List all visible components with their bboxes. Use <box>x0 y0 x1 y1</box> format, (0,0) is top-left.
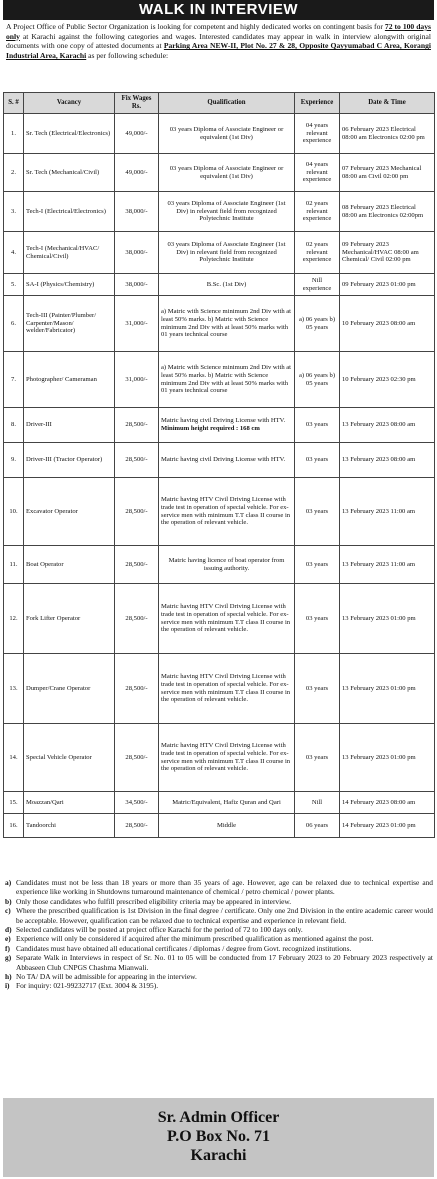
cell-wages: 34,500/- <box>115 792 159 814</box>
table-row <box>4 478 435 546</box>
cell-qualification: a) Matric with Science minimum 2nd Div with at least 50% marks. b) Matric with Science minimum 2nd Div with at least 50% marks with 01 years technical course <box>159 296 295 352</box>
table-row <box>4 443 435 478</box>
note-marker: e) <box>5 934 11 944</box>
cell-sn: 7. <box>4 352 24 408</box>
cell-vacancy: Tandoorchi <box>24 814 115 838</box>
cell-experience: 04 years relevant experience <box>295 114 340 154</box>
notes-list <box>5 878 433 991</box>
cell-wages: 38,000/- <box>115 232 159 274</box>
note-marker: d) <box>5 925 12 935</box>
cell-sn: 8. <box>4 408 24 443</box>
cell-experience: 03 years <box>295 724 340 792</box>
table-row <box>4 154 435 192</box>
cell-vacancy: Tech-I (Electrical/Electronics) <box>24 192 115 232</box>
cell-datetime: 10 February 2023 08:00 am <box>340 296 435 352</box>
table-row <box>4 296 435 352</box>
cell-wages: 28,500/- <box>115 584 159 654</box>
cell-vacancy: Sr. Tech (Mechanical/Civil) <box>24 154 115 192</box>
table-row <box>4 814 435 838</box>
note-text: Candidates must not be less than 18 years or more than 35 years of age. However, age can be relaxed due to technical expertise and experience like working in Shutdowns turnaround maintenance of chemical / petro chemical / power plants. <box>16 878 433 897</box>
cell-experience: 04 years relevant experience <box>295 154 340 192</box>
cell-wages: 31,000/- <box>115 352 159 408</box>
cell-datetime: 13 February 2023 01:00 pm <box>340 654 435 724</box>
cell-vacancy: Photographer/ Cameraman <box>24 352 115 408</box>
header-datetime: Date & Time <box>340 93 435 114</box>
cell-qualification: Matric having HTV Civil Driving License with trade test in operation of special vehicle. For ex-service men with minimum T.T class II course in the operation of relevant vehicle. <box>159 654 295 724</box>
cell-wages: 28,500/- <box>115 443 159 478</box>
intro-text-2: at Karachi against the following categories and wages. Interested candidates may appear in walk in interview alongwith original documents with one copy of attested documents at <box>6 31 431 51</box>
table-row <box>4 546 435 584</box>
cell-qualification: 03 years Diploma of Associate Engineer (1st Div) in relevant field from recognized Polytechnic Institute <box>159 232 295 274</box>
cell-sn: 6. <box>4 296 24 352</box>
table-row <box>4 584 435 654</box>
cell-vacancy: Fork Lifter Operator <box>24 584 115 654</box>
table-row <box>4 232 435 274</box>
footer-city: Karachi <box>190 1147 247 1164</box>
cell-qualification: B.Sc. (1st Div) <box>159 274 295 296</box>
note-text: Experience will only be considered if acquired after the minimum prescribed qualification as mentioned against the post. <box>16 934 374 944</box>
cell-datetime: 08 February 2023 Electrical 08:00 am Electronics 02:00pm <box>340 192 435 232</box>
cell-qualification <box>159 408 295 443</box>
note-item <box>5 934 433 943</box>
note-item <box>5 953 433 972</box>
cell-vacancy: Driver-III (Tractor Operator) <box>24 443 115 478</box>
cell-experience: 03 years <box>295 654 340 724</box>
cell-experience: 03 years <box>295 478 340 546</box>
cell-experience: Nill experience <box>295 274 340 296</box>
cell-wages: 49,000/- <box>115 114 159 154</box>
note-marker: b) <box>5 896 12 906</box>
header-qualification: Qualification <box>159 93 295 114</box>
note-item <box>5 878 433 897</box>
cell-wages: 28,500/- <box>115 408 159 443</box>
note-marker: f) <box>5 943 10 953</box>
cell-sn: 14. <box>4 724 24 792</box>
signature-block <box>3 1098 434 1177</box>
cell-qualification: 03 years Diploma of Associate Engineer or equivalent (1st Div) <box>159 154 295 192</box>
cell-sn: 4. <box>4 232 24 274</box>
cell-wages: 49,000/- <box>115 154 159 192</box>
cell-qualification: Middle <box>159 814 295 838</box>
note-item <box>5 972 433 981</box>
cell-experience: 06 years <box>295 814 340 838</box>
cell-sn: 9. <box>4 443 24 478</box>
cell-datetime: 13 February 2023 11:00 am <box>340 546 435 584</box>
footer-designation: Sr. Admin Officer <box>157 1109 280 1126</box>
note-text: Candidates must have obtained all educational certificates / diplomas / degree from Govt. recognized institutions. <box>16 943 352 953</box>
table-row <box>4 274 435 296</box>
page-title: WALK IN INTERVIEW <box>3 0 434 20</box>
note-marker: a) <box>5 878 12 887</box>
cell-vacancy: Tech-III (Painter/Plumber/ Carpenter/Mason/ welder/Fabricator) <box>24 296 115 352</box>
cell-qualification: a) Matric with Science minimum 2nd Div with at least 50% marks. b) Matric with Science minimum 2nd Div with at least 50% marks with 01 years technical course <box>159 352 295 408</box>
table-row <box>4 654 435 724</box>
cell-vacancy: Tech-I (Mechanical/HVAC/ Chemical/Civil) <box>24 232 115 274</box>
note-text: Where the prescribed qualification is 1st Division in the final degree / certificate. Only one 2nd Division in the entire academic career would be acceptable. However, qualification can be relaxed due to technical expertise and experience in relevant field. <box>16 906 433 925</box>
note-text: Only those candidates who fulfill prescribed eligibility criteria may be appeared in interview. <box>16 896 292 906</box>
cell-wages: 28,500/- <box>115 814 159 838</box>
note-text: No TA/ DA will be admissible for appearing in the interview. <box>16 972 197 982</box>
cell-sn: 15. <box>4 792 24 814</box>
table-row <box>4 792 435 814</box>
cell-datetime: 14 February 2023 08:00 am <box>340 792 435 814</box>
note-marker: g) <box>5 953 12 963</box>
cell-qualification: 03 years Diploma of Associate Engineer (1st Div) in relevant field from recognized Polytechnic Institute <box>159 192 295 232</box>
note-item <box>5 944 433 953</box>
table-row <box>4 408 435 443</box>
cell-wages: 28,500/- <box>115 724 159 792</box>
cell-qualification: Matric having HTV Civil Driving License with trade test in operation of special vehicle. For ex-service men with minimum T.T class II course in the operation of relevant vehicle. <box>159 584 295 654</box>
intro-text-1: A Project Office of Public Sector Organization is looking for competent and highly dedicated works on contingent basis for <box>6 22 385 31</box>
note-item <box>5 897 433 906</box>
cell-datetime: 13 February 2023 11:00 am <box>340 478 435 546</box>
table-header-row <box>4 93 435 114</box>
cell-experience: a) 06 years b) 05 years <box>295 352 340 408</box>
cell-sn: 5. <box>4 274 24 296</box>
cell-datetime: 09 February 2023 Mechanical/HVAC 08:00 am Chemical/ Civil 02:00 pm <box>340 232 435 274</box>
cell-sn: 10. <box>4 478 24 546</box>
header-vacancy: Vacancy <box>24 93 115 114</box>
cell-datetime: 06 February 2023 Electrical 08:00 am Electronics 02:00 pm <box>340 114 435 154</box>
cell-experience: a) 06 years b) 05 years <box>295 296 340 352</box>
cell-sn: 11. <box>4 546 24 584</box>
vacancy-table <box>3 92 435 838</box>
cell-experience: Nill <box>295 792 340 814</box>
cell-sn: 2. <box>4 154 24 192</box>
cell-vacancy: Excavator Operator <box>24 478 115 546</box>
cell-vacancy: Special Vehicle Operator <box>24 724 115 792</box>
cell-datetime: 13 February 2023 08:00 am <box>340 443 435 478</box>
header-experience: Experience <box>295 93 340 114</box>
cell-experience: 03 years <box>295 546 340 584</box>
cell-datetime: 10 February 2023 02:30 pm <box>340 352 435 408</box>
header-sn: S. # <box>4 93 24 114</box>
note-marker: i) <box>5 981 10 991</box>
cell-sn: 1. <box>4 114 24 154</box>
header-wages: Fix Wages Rs. <box>115 93 159 114</box>
cell-datetime: 13 February 2023 01:00 pm <box>340 724 435 792</box>
cell-qualification: Matric having HTV Civil Driving License with trade test in operation of special vehicle. For ex-service men with minimum T.T class II course in the operation of relevant vehicle. <box>159 478 295 546</box>
footer-po-box: P.O Box No. 71 <box>167 1128 270 1145</box>
cell-vacancy: SA-I (Physics/Chemistry) <box>24 274 115 296</box>
cell-experience: 02 years relevant experience <box>295 192 340 232</box>
cell-wages: 28,500/- <box>115 478 159 546</box>
cell-vacancy: Driver-III <box>24 408 115 443</box>
cell-vacancy: Dumper/Crane Operator <box>24 654 115 724</box>
note-text: Separate Walk in Interviews in respect of Sr. No. 01 to 05 will be conducted from 17 February 2023 to 20 February 2023 respectively at Abbaseen Club CNPGS Chashma Mianwali. <box>16 953 433 972</box>
cell-wages: 38,000/- <box>115 192 159 232</box>
cell-experience: 03 years <box>295 408 340 443</box>
cell-qualification: 03 years Diploma of Associate Engineer or equivalent (1st Div) <box>159 114 295 154</box>
cell-vacancy: Moazzan/Qari <box>24 792 115 814</box>
note-marker: h) <box>5 972 12 982</box>
cell-wages: 28,500/- <box>115 546 159 584</box>
note-item <box>5 981 433 990</box>
cell-wages: 31,000/- <box>115 296 159 352</box>
cell-wages: 28,500/- <box>115 654 159 724</box>
cell-vacancy: Boat Operator <box>24 546 115 584</box>
intro-paragraph <box>6 22 431 82</box>
cell-datetime: 13 February 2023 01:00 pm <box>340 584 435 654</box>
cell-wages: 38,000/- <box>115 274 159 296</box>
table-row <box>4 352 435 408</box>
cell-experience: 02 years relevant experience <box>295 232 340 274</box>
table-row <box>4 724 435 792</box>
cell-qualification: Matric having civil Driving License with HTV. <box>159 443 295 478</box>
cell-datetime: 14 February 2023 01:00 pm <box>340 814 435 838</box>
cell-sn: 13. <box>4 654 24 724</box>
qualification-text: Matric having civil Driving License with HTV. <box>161 417 286 425</box>
cell-vacancy: Sr. Tech (Electrical/Electronics) <box>24 114 115 154</box>
note-text: Selected candidates will be posted at project office Karachi for the period of 72 to 100 days only. <box>16 925 303 935</box>
cell-sn: 16. <box>4 814 24 838</box>
cell-datetime: 13 February 2023 08:00 am <box>340 408 435 443</box>
height-requirement: Minimum height required : 168 cm <box>161 425 260 432</box>
note-item <box>5 925 433 934</box>
table-row <box>4 192 435 232</box>
cell-experience: 03 years <box>295 443 340 478</box>
cell-qualification: Matric having licence of boat operator from issuing authority. <box>159 546 295 584</box>
cell-sn: 3. <box>4 192 24 232</box>
note-marker: c) <box>5 906 11 916</box>
intro-venue: Parking Area NEW-II, Plot No. 27 & 28, Opposite Qayyumabad C Area, Korangi Industrial Area, Karachi <box>6 41 431 60</box>
cell-experience: 03 years <box>295 584 340 654</box>
table-row <box>4 114 435 154</box>
note-text: For inquiry: 021-99232717 (Ext. 3004 & 3195). <box>16 981 159 991</box>
cell-qualification: Matric having HTV Civil Driving License with trade test in operation of special vehicle. For ex-service men with minimum T.T class II course in the operation of relevant vehicle. <box>159 724 295 792</box>
cell-qualification: Matric/Equivalent, Hafiz Quran and Qari <box>159 792 295 814</box>
intro-days: 72 to 100 days only <box>6 22 431 41</box>
note-item <box>5 906 433 925</box>
cell-sn: 12. <box>4 584 24 654</box>
intro-text-3: as per following schedule: <box>86 50 169 60</box>
cell-datetime: 09 February 2023 01:00 pm <box>340 274 435 296</box>
cell-datetime: 07 February 2023 Mechanical 08:00 am Civil 02:00 pm <box>340 154 435 192</box>
